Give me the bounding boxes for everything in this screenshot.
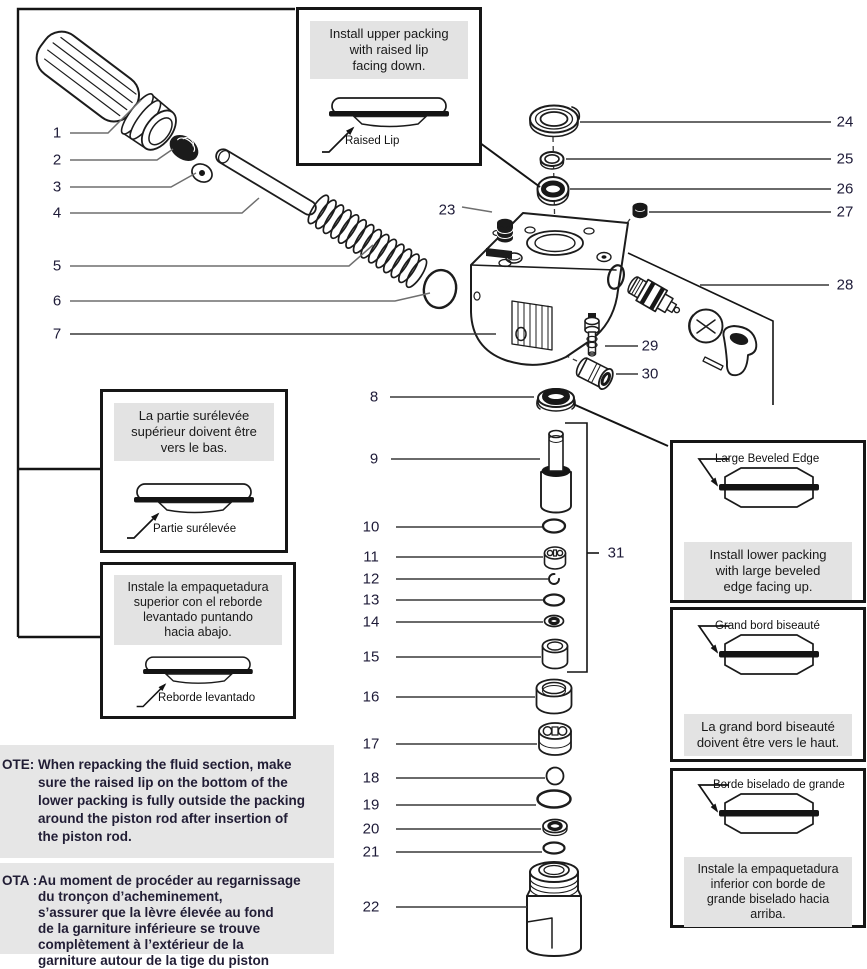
part-9-piston-rod [541, 431, 571, 513]
note-prefix: OTA : [2, 873, 38, 888]
part-30-hose-fitting [574, 355, 616, 391]
part-1-handle [28, 23, 184, 157]
callout-panel [114, 575, 282, 645]
part-label-15: 15 [362, 648, 380, 666]
callout-line: La partie surélevée [138, 408, 250, 423]
part-label-17: 17 [362, 735, 380, 753]
part-8-lower-packing [537, 389, 575, 411]
part-19-large-o-ring [538, 791, 571, 808]
callout-line: hacia abajo. [164, 625, 232, 639]
callout-panel [684, 714, 852, 756]
callout-upper-packing-en [296, 7, 482, 166]
callout-line: superior con el reborde [133, 595, 263, 609]
part-label-21: 21 [362, 843, 380, 861]
note-french [0, 863, 334, 968]
part-label-13: 13 [362, 591, 380, 609]
part-label-31: 31 [607, 544, 625, 562]
note-line: garniture autour de la tige du piston [38, 953, 270, 968]
callout-line: La grand bord biseauté [701, 719, 835, 734]
part-label-30: 30 [641, 365, 659, 383]
callout-panel [310, 21, 468, 79]
part-18-ball [547, 768, 564, 785]
part-label-9: 9 [369, 450, 379, 468]
part-12-retaining-clip [549, 574, 559, 584]
part-label-23: 23 [438, 201, 456, 219]
reborde-levantado-label: Reborde levantado [158, 692, 256, 704]
part-3-washer [189, 160, 216, 185]
callout-line: doivent être vers le haut. [696, 735, 840, 750]
note-line: complètement à l’extérieur de la [38, 937, 244, 952]
part-21-o-ring [544, 843, 565, 854]
note-line: du tronçon d’acheminement, [38, 889, 223, 904]
part-13-o-ring [544, 595, 564, 606]
part-label-28: 28 [836, 276, 854, 294]
part-16-cylinder-cup [537, 680, 572, 714]
large-beveled-edge-label: Large Beveled Edge [715, 453, 820, 465]
part-20-valve-seat [543, 820, 567, 836]
callout-line: grande biselado hacia [706, 892, 830, 906]
part-label-18: 18 [362, 769, 380, 787]
part-label-7: 7 [52, 325, 62, 343]
note-prefix: OTE: [2, 757, 35, 772]
part-label-1: 1 [52, 124, 62, 142]
callout-line: arriba. [750, 907, 786, 921]
callout-line: inferior con borde de [710, 877, 826, 891]
callout-line: Instale la empaquetadura [697, 862, 839, 876]
note-line: s’assurer que la lèvre élevée au fond [38, 905, 274, 920]
callout-line: Install lower packing [709, 547, 827, 562]
part-label-5: 5 [52, 257, 62, 275]
part-24-packing-nut [530, 106, 579, 137]
part-label-3: 3 [52, 178, 62, 196]
note-line: When repacking the fluid section, make [38, 757, 292, 772]
note-english [0, 745, 334, 858]
part-5-spring [305, 193, 430, 290]
callout-line: facing down. [352, 58, 426, 73]
part-label-24: 24 [836, 113, 854, 131]
part-11-ball-guide [545, 547, 566, 569]
part-14-seal-ring [545, 616, 564, 627]
part-label-20: 20 [362, 820, 380, 838]
part-label-29: 29 [641, 337, 659, 355]
callout-line: with raised lip [349, 42, 429, 57]
callout-line: Install upper packing [329, 26, 449, 41]
callout-lower-packing-fr [670, 607, 866, 762]
part-22-foot-valve-housing [527, 862, 581, 956]
part-23-plug [497, 219, 513, 243]
upper-packing-illustration [308, 88, 468, 158]
partie-surelevee-label: Partie surélevée [153, 523, 237, 535]
part-label-11: 11 [363, 548, 379, 566]
callout-line: with large beveled [715, 563, 821, 578]
part-label-14: 14 [362, 613, 380, 631]
part-label-12: 12 [362, 570, 380, 588]
note-line: sure the raised lip on the bottom of the [38, 775, 288, 790]
part-label-25: 25 [836, 150, 854, 168]
part-label-2: 2 [52, 151, 62, 169]
note-line: lower packing is fully outside the packing [38, 793, 306, 808]
callout-lower-packing-es [670, 768, 866, 928]
part-label-16: 16 [362, 688, 380, 706]
note-line: around the piston rod after insertion of [38, 811, 288, 826]
note-line: de la garniture inférieure se trouve [38, 921, 261, 936]
part-27-cap-nut [633, 203, 648, 218]
note-line: Au moment de procéder au regarnissage [38, 873, 301, 888]
callout-panel [684, 542, 852, 600]
callout-panel [684, 857, 852, 927]
part-label-19: 19 [362, 796, 380, 814]
part-label-6: 6 [52, 292, 62, 310]
callout-upper-packing-fr [100, 389, 288, 553]
raised-lip-label: Raised Lip [345, 135, 400, 147]
callout-panel [114, 403, 274, 461]
part-label-22: 22 [362, 898, 380, 916]
part-26-upper-packing [538, 177, 569, 205]
part-10-o-ring [543, 520, 565, 533]
part-25-spacer-ring [541, 152, 564, 169]
part-label-26: 26 [836, 180, 854, 198]
note-line: the piston rod. [38, 829, 132, 844]
callout-line: supérieur doivent être [131, 424, 257, 439]
callout-line: Instale la empaquetadura [127, 580, 269, 594]
part-label-27: 27 [836, 203, 854, 221]
part-28-outlet-valve-assembly [606, 263, 757, 375]
callout-line: edge facing up. [723, 579, 813, 594]
part-label-8: 8 [369, 388, 379, 406]
part-6-o-ring [420, 267, 459, 311]
note-body [38, 873, 301, 969]
grand-bord-biseaute-label: Grand bord biseauté [715, 620, 820, 632]
part-label-10: 10 [362, 518, 380, 536]
callout-line: levantado puntando [143, 610, 253, 624]
part-label-4: 4 [52, 204, 62, 222]
borde-biselado-label: Borde biselado de grande [713, 779, 845, 791]
callout-line: vers le bas. [160, 440, 228, 455]
part-15-upper-seat [543, 640, 568, 669]
part-7-pump-block [471, 213, 628, 365]
callout-lower-packing-en [670, 440, 866, 603]
part-17-ball-cage [539, 723, 571, 755]
callout-upper-packing-es [100, 562, 296, 719]
note-body [38, 757, 305, 847]
